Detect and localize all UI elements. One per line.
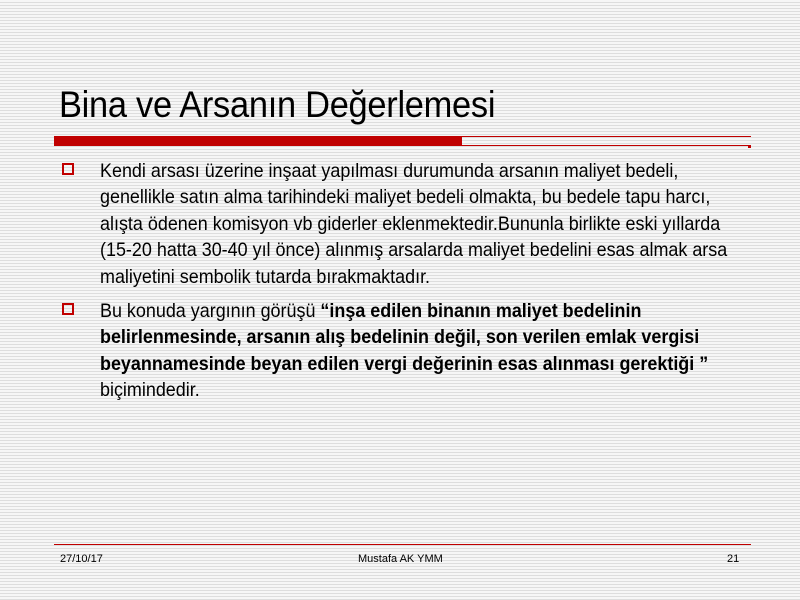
bullet-list [60,158,740,412]
bullet-item [60,298,740,404]
bullet-text-intro: Bu konuda yargının görüşü [100,300,321,323]
title-rule-tick [748,146,751,148]
footer-date: 27/10/17 [60,553,103,565]
bullet-text-outro: biçimindedir. [100,379,200,402]
footer-rule [54,544,751,545]
bullet-text-quote: “inşa edilen binanın maliyet bedelinin belirlenmesinde, arsanın alış bedelinin değil, son verilen emlak vergisi beyannamesinde beyan edilen vergi değerinin esas alınması gerektiği ” [100,300,709,375]
bullet-item [60,158,740,290]
bullet-text: Kendi arsası üzerine inşaat yapılması durumunda arsanın maliyet bedeli, genellikle satın alma tarihindeki maliyet bedeli olmakta, bu bedele tapu harcı, alışta ödenen komisyon vb giderler eklenmektedir.Bununla birlikte eski yıllarda (15-20 hatta 30-40 yıl önce) alınmış arsalarda maliyet bedelini esas almak arsa maliyetini sembolik tutarda bırakmaktadır. [100,160,728,288]
square-bullet-icon [62,303,74,315]
title-rule-lower [462,145,751,146]
bullet-text [100,298,749,404]
title-rule-thick [54,137,462,146]
square-bullet-icon [62,163,74,175]
footer-author: Mustafa AK YMM [358,553,443,565]
slide-title: Bina ve Arsanın Değerlemesi [59,84,496,125]
footer-page-number: 21 [727,553,740,565]
